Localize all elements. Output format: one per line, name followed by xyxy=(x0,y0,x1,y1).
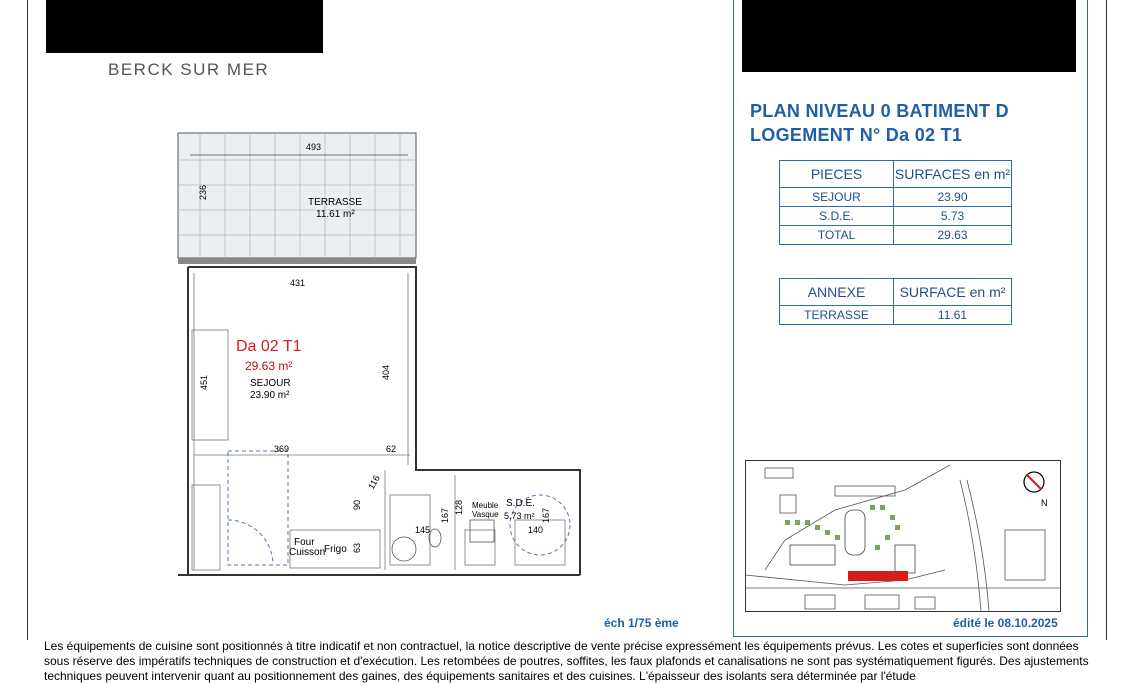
edition-date: édité le 08.10.2025 xyxy=(953,616,1058,630)
dim-63: 63 xyxy=(352,542,362,553)
city-name: BERCK SUR MER xyxy=(108,60,270,79)
frigo-label: Frigo xyxy=(324,544,347,555)
dim-terrace-width: 493 xyxy=(306,142,322,152)
legal-notice: Les équipements de cuisine sont positionnés à titre indicatif et non contractuel, la notice descriptive de vente précise expressément les équipements prévus. Les cotes et superficies sont données sous réserve des impératifs techniques de construction et d'exécution. Les retombées de poutres, soffites, les faux plafonds et canalisations ne sont pas systématiquement figurés. Des ajustements techniques peuvent intervenir quant au positionnement des gaines, des équipements sanitaires et des cuisines. L'épaisseur des isolants sera déterminée par l'étude xyxy=(44,639,1089,683)
annex-name: TERRASSE xyxy=(780,306,894,325)
floor-plan xyxy=(170,125,590,580)
dim-431: 431 xyxy=(290,278,306,288)
four-label: Four xyxy=(294,537,315,548)
surfaces-col-header: SURFACES en m² xyxy=(894,161,1012,188)
dim-terrace-depth: 236 xyxy=(198,184,208,200)
meuble-label: Meuble xyxy=(472,501,499,510)
room-name: SEJOUR xyxy=(780,188,894,207)
frame-right-border xyxy=(1106,0,1107,640)
terrace-area: 11.61 m² xyxy=(316,209,355,220)
sde-label: S.D.E. xyxy=(506,498,535,509)
terrace-label: TERRASSE xyxy=(308,197,362,208)
dim-62: 62 xyxy=(386,444,397,454)
scale-label: éch 1/75 ème xyxy=(604,616,679,630)
sejour-area: 23.90 m² xyxy=(250,390,290,401)
dim-369: 369 xyxy=(274,444,290,454)
room-name: S.D.E. xyxy=(780,207,894,226)
dim-451: 451 xyxy=(199,374,209,390)
annex-surface: 11.61 xyxy=(894,306,1012,325)
table-row xyxy=(780,306,1012,325)
vasque-label: Vasque xyxy=(472,510,499,519)
room-surface: 23.90 xyxy=(894,188,1012,207)
unit-label: Da 02 T1 xyxy=(236,338,302,355)
dim-90: 90 xyxy=(352,499,362,510)
rooms-surface-table xyxy=(779,160,1012,245)
room-surface: 29.63 xyxy=(894,226,1012,245)
dim-116: 116 xyxy=(366,473,382,491)
room-surface: 5.73 xyxy=(894,207,1012,226)
developer-logo xyxy=(46,0,323,53)
dim-128: 128 xyxy=(454,499,464,515)
table-row xyxy=(780,188,1012,207)
cuisson-label: Cuisson xyxy=(289,547,326,558)
dim-167-b: 167 xyxy=(541,507,551,523)
room-name: TOTAL xyxy=(780,226,894,245)
dim-140: 140 xyxy=(528,525,544,535)
unit-area: 29.63 m² xyxy=(245,359,293,373)
dim-167-a: 167 xyxy=(440,507,450,523)
rooms-col-header: PIECES xyxy=(780,161,894,188)
frame-left-border xyxy=(27,0,28,640)
dim-145: 145 xyxy=(415,525,431,535)
compass-label: N xyxy=(1041,498,1048,508)
architect-logo xyxy=(742,0,1076,72)
table-row xyxy=(780,226,1012,245)
dim-404: 404 xyxy=(381,364,391,380)
annex-surface-table xyxy=(779,278,1012,325)
annex-col-header: ANNEXE xyxy=(780,279,894,306)
sde-area: 5.73 m² xyxy=(504,511,535,521)
terrace-area xyxy=(178,133,416,264)
unit-title: LOGEMENT N° Da 02 T1 xyxy=(750,125,963,145)
annex-surface-col-header: SURFACE en m² xyxy=(894,279,1012,306)
site-location-map xyxy=(745,460,1061,612)
table-row xyxy=(780,207,1012,226)
sejour-label: SEJOUR xyxy=(250,378,291,389)
building-highlight xyxy=(848,571,908,581)
plan-title: PLAN NIVEAU 0 BATIMENT D xyxy=(750,101,1009,121)
